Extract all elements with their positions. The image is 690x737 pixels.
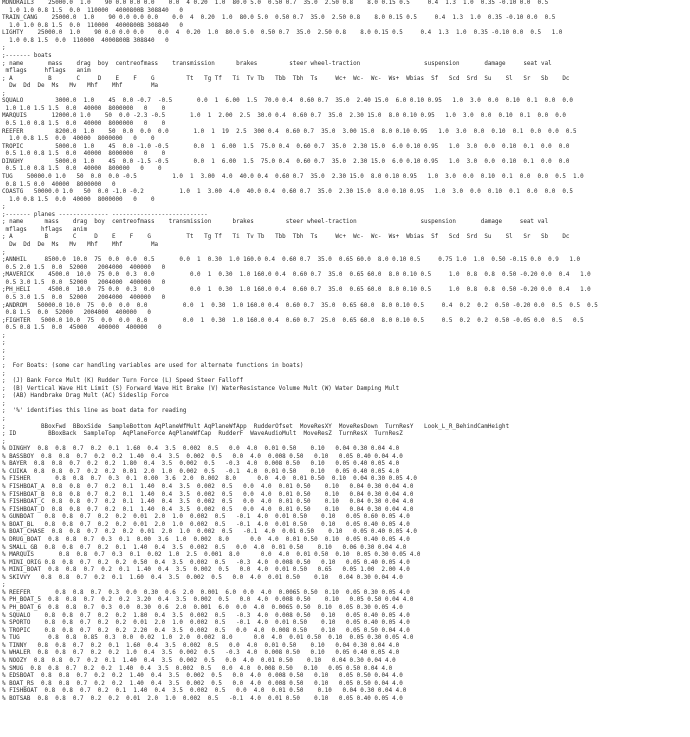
text-line: % TUG 0.8 0.8 0.85 0.3 0.0 0.02 1.0 2.0 0.002 8.0 0.0 4.0 0.01 0.50 0.10 0.05 0.30 0.05 4.0	[2, 635, 414, 642]
text-line: % PH_BOAT_6 0.8 0.8 0.7 0.3 0.0 0.30 0.6 2.0 0.001 6.0 0.0 4.0 0.0065 0.50 0.10 0.05 0.30 0.05 4.0	[2, 605, 403, 611]
text-line: % BOAT_CHASE 0.8 0.8 0.7 0.2 0.2 0.01 2.0 1.0 0.002 0.5 -0.1 4.0 0.01 0.50 0.10 0.05 0.40 0.05 4.0	[2, 529, 417, 536]
text-line: % MARQUIS 0.8 0.8 0.7 0.3 0.1 0.02 1.0 2.5 0.001 8.0 0.0 4.0 0.01 0.50 0.10 0.05 0.30 0.05 4.0	[2, 552, 421, 559]
text-line: 0.5 2.0 1.5 0.0 52000 2004000 400000 0	[2, 264, 166, 271]
text-line: % CUIKA 0.8 0.8 0.7 0.2 0.2 0.01 2.0 1.0 0.002 0.5 -0.1 4.0 0.01 0.50 0.10 0.05 0.40 0.05 4.0	[2, 468, 400, 475]
text-line: 0.8 1.5 0.0 40000 8000000 0	[2, 181, 116, 188]
text-line: ;------- boats	[2, 52, 52, 59]
text-line: 0.5 3.0 1.5 0.0 52000 2004000 400000 0	[2, 294, 166, 301]
text-line: ;MAVERICK 4500.0 10.0 75 0.0 0.3 0.0 0.0 1 0.30 1.0 160.0 0.4 0.60 0.7 35.0 0.65 60.0 8.0 0.10 0.5 1.0 0.8 0.8 0.50 -0.20 0.0 0.4 1.0	[2, 272, 591, 279]
text-line: % SPORTO 0.8 0.8 0.7 0.2 0.2 0.01 2.0 1.0 0.002 0.5 -0.1 4.0 0.01 0.50 0.10 0.05 0.40 0.05 4.0	[2, 620, 410, 627]
text-line: % SKIVVY 0.8 0.8 0.7 0.2 0.1 1.60 0.4 3.5 0.002 0.5 0.0 4.0 0.01 0.50 0.10 0.04 0.30 0.04 4.0	[2, 574, 403, 581]
text-line: ;	[2, 90, 6, 97]
text-line: % BOTSAB 0.8 0.8 0.7 0.2 0.2 0.01 2.0 1.0 0.002 0.5 -0.1 4.0 0.01 0.50 0.10 0.05 0.40 0.05 4.0	[2, 695, 403, 702]
text-line: ;ANDROM 50000.0 10.0 75 0.0 0.0 0.0 0.0 1 0.30 1.0 160.0 0.4 0.60 0.7 35.0 0.65 60.0 8.0 0.10 0.5 0.4 0.2 0.2 0.50 -0.20 0.0 0.5 0.5 0.5	[2, 302, 598, 309]
text-line: ; (B) Vertical Wave Hit Limit (S) Forward Wave Hit Brake (V) WaterResistance Volume Mult (W) Water Damping Mult	[2, 385, 400, 392]
text-line: ; A B C D E F G Tt Tg Tf Ti Tv Tb Tbb Tbh Ts Wc+ Wc- Wc- Ws+ Wbias Sf Scd Srd Su Sl Sr Sb Dc	[2, 75, 570, 82]
text-line: % FISHBOAT 0.8 0.8 0.7 0.2 0.1 1.40 0.4 3.5 0.002 0.5 0.0 4.0 0.01 0.50 0.10 0.04 0.30 0.04 4.0	[2, 688, 407, 695]
text-line: % TROPIC 0.8 0.8 0.7 0.2 0.2 2.20 0.4 3.5 0.002 0.5 0.0 4.0 0.008 0.50 0.10 0.05 0.50 0.04 4.0	[2, 627, 410, 634]
text-line: % FISHBOAT_A 0.8 0.8 0.7 0.2 0.1 1.40 0.4 3.5 0.002 0.5 0.0 4.0 0.01 0.50 0.10 0.04 0.30 0.04 4.0	[2, 484, 414, 490]
text-line: mflags hflags anim	[2, 68, 91, 75]
text-line: ;	[2, 204, 6, 211]
text-line: ; name mass drag boy centreofmass transmission brakes steer wheel-traction suspension damage seat val	[2, 60, 552, 67]
text-line: 1.0 0.8 1.5 0.0 110000 4000800B 308840 0	[2, 37, 169, 44]
text-line: % BOAT_RS 0.8 0.8 0.7 0.2 0.2 1.40 0.4 3.5 0.002 0.5 0.0 4.0 0.008 0.50 0.10 0.05 0.50 0.04 4.0	[2, 680, 403, 687]
text-line: MARQUIS 12000.0 1.0 50 0.0 -2.3 -0.5 1.0 1 2.00 2.5 30.0 0.4 0.60 0.7 35.0 2.30 15.0 8.0 0.10 0.95 1.0 3.0 0.0 0.10 0.1 0.0 0.0	[2, 113, 566, 120]
text-line: % BASSBOY 0.8 0.8 0.7 0.2 0.2 1.40 0.4 3.5 0.002 0.5 0.0 4.0 0.008 0.50 0.10 0.05 0.40 0.04 4.0	[2, 453, 403, 460]
text-line: ;PH_HELI 4500.0 10.0 75 0.0 0.3 0.0 0.0 1 0.30 1.0 160.0 0.4 0.60 0.7 35.0 0.65 60.0 8.0 0.10 0.5 1.0 0.8 0.8 0.50 -0.20 0.0 0.4 1.0	[2, 287, 591, 294]
text-line: mflags hflags anim	[2, 226, 88, 233]
text-line: DINGHY 5000.0 1.0 45 0.0 -1.5 -0.5 0.0 1 6.00 1.5 75.0 0.4 0.60 0.7 35.0 2.30 15.0 6.0 0.10 0.95 1.0 3.0 0.0 0.10 0.1 0.0 0.0	[2, 158, 570, 165]
text-line: ;	[2, 355, 6, 362]
text-line: 0.5 3.0 1.5 0.0 52000 2004000 400000 0	[2, 279, 166, 286]
text-line: REEFER 8200.0 1.0 50 0.0 0.0 0.0 1.0 1 19 2.5 300 0.4 0.60 0.7 35.0 3.00 15.0 8.0 0.10 0.95 1.0 3.0 0.0 0.10 0.1 0.0 0.0 0.5	[2, 128, 577, 135]
text-line: TUG 50000.0 1.0 50 0.0 0.0 -0.5 1.0 1 3.00 4.0 40.0 0.4 0.60 0.7 35.0 2.30 15.0 8.0 0.10 0.95 1.0 3.0 0.0 0.10 0.1 0.0 0.0 0.5 1.0	[2, 173, 584, 180]
text-line: ; (AB) Handbrake Drag Mult (AC) Sideslip Force	[2, 393, 169, 400]
text-line: % EDSBOAT 0.8 0.8 0.7 0.2 0.2 1.40 0.4 3.5 0.002 0.5 0.0 4.0 0.008 0.50 0.10 0.05 0.50 0.04 4.0	[2, 673, 403, 680]
text-line: 1.0 1.0 0.8 1.5 0.0 110000 4000800B 308840 0	[2, 7, 183, 14]
text-line: TROPIC 5000.0 1.0 45 0.0 -1.0 -0.5 0.0 1 6.00 1.5 75.0 0.4 0.60 0.7 35.0 2.30 15.0 6.0 0.10 0.95 1.0 3.0 0.0 0.10 0.1 0.0 0.0	[2, 143, 570, 150]
text-line: ; '%' identifies this line as boat data for reading	[2, 408, 187, 415]
text-line: ;	[2, 249, 6, 256]
text-line: 1.0 1.0 1.5 1.5 0.0 40000 8000000 0 0	[2, 105, 166, 112]
text-line: % MINI_ORIG 0.8 0.8 0.7 0.2 0.2 0.50 0.4 3.5 0.002 0.5 -0.3 4.0 0.008 0.50 0.10 0.05 0.40 0.05 4.0	[2, 559, 410, 566]
text-line: % MINI_BOAT 0.8 0.8 0.7 0.2 0.1 1.40 0.4 3.5 0.002 0.5 0.0 4.0 0.01 0.50 0.65 0.05 1.00 2.00 4.0	[2, 567, 410, 574]
text-line: MONORAIL3 25000.0 1.0 90 0.0 0.0 0.0 0.0 4 0.20 1.0 80.0 5.0 0.50 0.7 35.0 2.50 0.8 8.0 0.15 0.5 0.4 1.3 1.0 0.35 -0.10 0.0 0.5	[2, 0, 549, 6]
text-line: % FISHBOAT_D 0.8 0.8 0.7 0.2 0.1 1.40 0.4 3.5 0.002 0.5 0.0 4.0 0.01 0.50 0.10 0.04 0.30 0.04 4.0	[2, 506, 414, 513]
text-line: ;	[2, 438, 6, 445]
text-line: % SMUG 0.8 0.8 0.7 0.2 0.2 1.40 0.4 3.5 0.002 0.5 0.0 4.0 0.008 0.50 0.10 0.05 0.50 0.04 4.0	[2, 665, 393, 672]
text-line: ;	[2, 332, 6, 339]
text-line: 1.0 0.8 1.5 0.0 40000 8000000 0 0	[2, 136, 155, 143]
text-line: % DINGHY 0.8 0.8 0.7 0.2 0.1 1.60 0.4 3.5 0.002 0.5 0.0 4.0 0.01 0.50 0.10 0.04 0.30 0.04 4.0	[2, 446, 400, 453]
text-line: % NOOZY 0.8 0.8 0.7 0.2 0.1 1.40 0.4 3.5 0.002 0.5 0.0 4.0 0.01 0.50 0.10 0.04 0.30 0.04 4.0	[2, 657, 396, 664]
text-line: % BOAT_BL 0.8 0.8 0.7 0.2 0.2 0.01 2.0 1.0 0.002 0.5 -0.1 4.0 0.01 0.50 0.10 0.05 0.40 0.05 4.0	[2, 521, 410, 528]
text-line: ;	[2, 347, 6, 354]
text-line: % SMALL_GB 0.8 0.8 0.7 0.2 0.1 1.40 0.4 3.5 0.002 0.5 0.0 4.0 0.01 0.50 0.10 0.06 0.30 0.04 4.0	[2, 544, 407, 551]
text-line: ;	[2, 582, 6, 589]
text-line: % DRUG_BOAT 0.8 0.8 0.7 0.3 0.1 0.00 3.6 1.0 0.002 8.0 0.0 4.0 0.01 0.50 0.10 0.05 0.40 0.05 4.0	[2, 536, 410, 543]
text-line: ;	[2, 340, 6, 347]
text-line: % WHALER 0.8 0.8 0.7 0.2 0.2 1.0 0.4 3.5 0.002 0.5 -0.3 4.0 0.008 0.50 0.10 0.05 0.40 0.05 4.0	[2, 650, 400, 657]
text-line: % TINNY 0.8 0.8 0.7 0.2 0.1 1.60 0.4 3.5 0.002 0.5 0.0 4.0 0.01 0.50 0.10 0.04 0.30 0.04 4.0	[2, 642, 400, 649]
text-line: % FISHBOAT_C 0.8 0.8 0.7 0.2 0.1 1.40 0.4 3.5 0.002 0.5 0.0 4.0 0.01 0.50 0.10 0.04 0.30 0.04 4.0	[2, 499, 414, 506]
text-line: 0.5 1.0 0.8 1.5 0.0 40000 800000 0 0	[2, 166, 162, 173]
text-line: % PH_BOAT_5 0.8 0.8 0.7 0.2 0.2 3.20 0.4 3.5 0.002 0.5 0.0 4.0 0.008 0.50 0.10 0.05 0.50 0.04 4.0	[2, 597, 414, 604]
text-line: % GUNBOAT 0.8 0.8 0.7 0.2 0.2 0.01 2.0 1.0 0.002 0.5 -0.1 4.0 0.01 0.50 0.10 0.05 0.60 0.05 4.0	[2, 514, 410, 521]
text-line: ; name mass drag boy centreofmass transmission brakes steer wheel-traction suspension damage seat val	[2, 219, 549, 226]
text-line: ; (J) Bank Force Mult (K) Rudder Turn Force (L) Speed Steer Falloff	[2, 378, 244, 385]
text-line: 0.5 1.0 0.8 1.5 0.0 40000 8000000 0 0	[2, 121, 166, 127]
text-line: ;	[2, 400, 6, 407]
text-line: ; ID BBoxBack SampleTop AqPlaneForce AqPlaneWfCap RudderF WaveAudioMult MoveResZ TurnResX TurnResZ	[2, 431, 403, 438]
text-line: ; BBoxFwd BBoxSide SampleBottom AqPlaneWfMult AqPlaneWfApp RudderOfset MoveResXY MoveResDown TurnResY Look_L_R_BehindCamHeight	[2, 423, 510, 430]
text-line: ; A B C D E F G Tt Tg Tf Ti Tv Tb Tbb Tbh Ts Wc+ Wc- Wc- Ws+ Wbias Sf Scd Srd Su Sl Sr Sb Dc	[2, 234, 570, 241]
text-line: LIGHTY 25000.0 1.0 90 0.0 0.0 0.0 0.0 4 0.20 1.0 80.0 5.0 0.50 0.7 35.0 2.50 0.8 8.0 0.15 0.5 0.4 1.3 1.0 0.35 -0.10 0.0 0.5 1.0	[2, 30, 563, 37]
text-line: Dw Dd De Ms Mv Mhf Mhf Ma	[2, 242, 159, 248]
text-line: ;	[2, 415, 6, 422]
text-line: 0.5 0.8 1.5 0.0 45000 400000 400000 0	[2, 325, 162, 332]
text-line: 0.5 1.0 0.8 1.5 0.0 40000 8000000 0 0	[2, 151, 166, 158]
text-line: ;------- planes -------------- ---------------------------	[2, 211, 208, 218]
text-line: SQUALO 3000.0 1.0 45 0.0 -0.7 -0.5 0.0 1 6.00 1.5 70.0 0.4 0.60 0.7 35.0 2.40 15.0 6.0 0.10 0.95 1.0 3.0 0.0 0.10 0.1 0.0 0.0	[2, 98, 573, 105]
text-line: % REEFER 0.8 0.8 0.7 0.3 0.0 0.30 0.6 2.0 0.001 6.0 0.0 4.0 0.0065 0.50 0.10 0.05 0.30 0.05 4.0	[2, 589, 410, 596]
text-line: % SQUALO 0.8 0.8 0.7 0.2 0.2 1.80 0.4 3.5 0.002 0.5 -0.3 4.0 0.008 0.50 0.10 0.05 0.40 0.05 4.0	[2, 612, 410, 619]
text-line: COASTG 50000.0 1.0 50 0.0 -1.0 -0.2 1.0 1 3.00 4.0 40.0 0.4 0.60 0.7 35.0 2.30 15.0 8.0 0.10 0.95 1.0 3.0 0.0 0.10 0.1 0.0 0.0 0.5	[2, 189, 573, 196]
text-line: ;	[2, 45, 6, 52]
text-line: TRAIN_CANG 25000.0 1.0 90 0.0 0.0 0.0 0.0 4 0.20 1.0 80.0 5.0 0.50 0.7 35.0 2.50 0.8 8.0 0.15 0.5 0.4 1.3 1.0 0.35 -0.10 0.0 0.5	[2, 15, 556, 22]
text-line: 1.0 0.8 1.5 0.0 40000 8000000 0 0	[2, 196, 155, 203]
text-line: 0.8 1.5 0.0 52000 2004000 400000 0	[2, 310, 151, 317]
text-line: Dw Dd De Ms Mv Mhf Mhf Ma	[2, 83, 159, 90]
text-line: 1.0 1.0 0.8 1.5 0.0 110000 4000800B 308840 0	[2, 22, 183, 29]
text-line: ;FIGHTER 5000.0 10.0 75 0.0 0.0 0.0 0.0 1 0.30 1.0 160.0 0.4 0.60 0.7 25.0 0.65 60.0 8.0 0.10 0.5 0.5 0.2 0.2 0.50 -0.05 0.0 0.5 0.5	[2, 317, 584, 324]
text-line: % FISHER 0.8 0.8 0.7 0.3 0.1 0.00 3.6 2.0 0.002 8.0 0.0 4.0 0.01 0.50 0.10 0.04 0.30 0.05 4.0	[2, 476, 417, 483]
text-line: ;ANNHIL 8500.0 10.0 75 0.0 0.0 0.5 0.0 1 0.30 1.0 160.0 0.4 0.60 0.7 35.0 0.65 60.0 8.0 0.10 0.5 0.75 1.0 1.0 0.50 -0.15 0.0 0.9 1.0	[2, 257, 581, 264]
text-line: ;	[2, 370, 6, 377]
text-line: % FISHBOAT_B 0.8 0.8 0.7 0.2 0.1 1.40 0.4 3.5 0.002 0.5 0.0 4.0 0.01 0.50 0.10 0.04 0.30 0.04 4.0	[2, 491, 414, 498]
text-line: % BAYER 0.8 0.8 0.7 0.2 0.2 1.80 0.4 3.5 0.002 0.5 -0.3 4.0 0.008 0.50 0.10 0.05 0.40 0.05 4.0	[2, 461, 400, 468]
text-line: ; For Boats: (some car handling variables are used for alternate functions in boats)	[2, 363, 304, 369]
